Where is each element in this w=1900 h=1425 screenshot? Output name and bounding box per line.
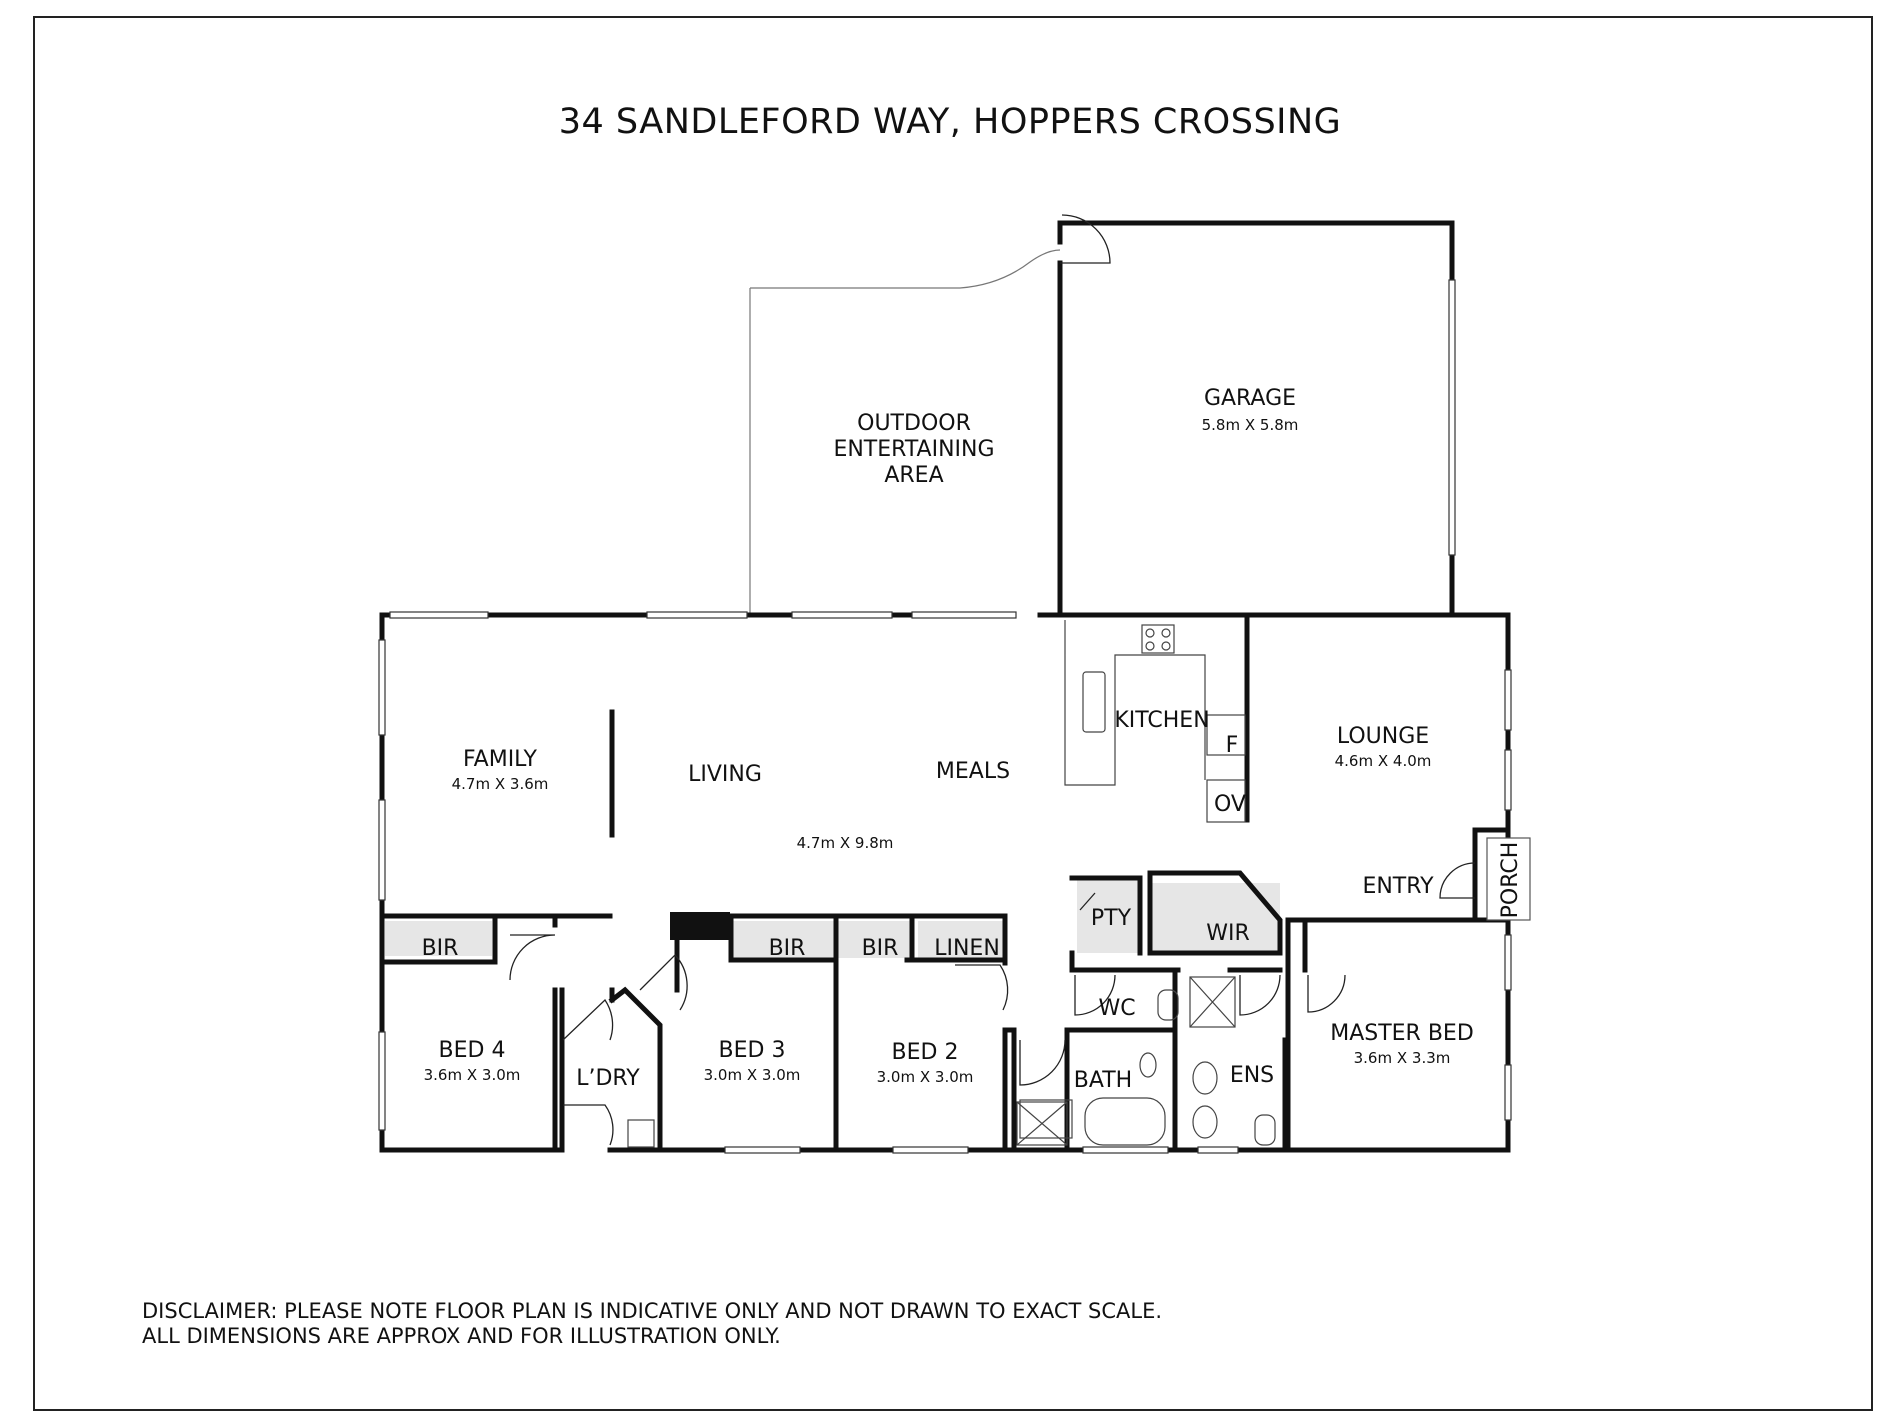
family-label: FAMILY	[463, 747, 537, 772]
meals-label: MEALS	[935, 759, 1011, 784]
door-swings	[510, 215, 1475, 1145]
disclaimer	[142, 1299, 1162, 1349]
laundry-tub	[628, 1120, 654, 1147]
bathtub	[1020, 1100, 1072, 1138]
fridge-label: F	[1225, 733, 1239, 758]
room-labels	[422, 386, 1523, 1093]
window	[379, 1032, 385, 1130]
bed2-label: BED 2	[891, 1040, 959, 1065]
window	[893, 1147, 968, 1153]
laundry-door-swing	[563, 1000, 613, 1040]
bed4-label: BED 4	[438, 1038, 506, 1063]
outdoor-label-2: ENTERTAINING	[833, 437, 995, 462]
bed4-door-swing	[510, 935, 555, 980]
living-label: LIVING	[688, 762, 762, 787]
porch-label: PORCH	[1498, 841, 1523, 919]
window	[379, 800, 385, 900]
ensuite-label: ENS	[1229, 1063, 1275, 1088]
bed3-label: BED 3	[718, 1038, 786, 1063]
window	[1505, 935, 1511, 990]
laundry-label: L’DRY	[576, 1066, 640, 1091]
outdoor-label-1: OUTDOOR	[857, 411, 971, 436]
bath-basin	[1140, 1053, 1156, 1077]
burner	[1162, 629, 1170, 637]
bed4-dim: 3.6m X 3.0m	[423, 1066, 521, 1084]
bed3-door-swing	[640, 955, 687, 1010]
ens-basin	[1193, 1062, 1217, 1094]
linen-label: LINEN	[934, 936, 1000, 961]
entry-door-swing	[1440, 863, 1475, 898]
burner	[1162, 642, 1170, 650]
garage-door	[1449, 280, 1455, 555]
bir-bed2-label: BIR	[861, 936, 899, 961]
bir-bed4-label: BIR	[421, 936, 459, 961]
window	[647, 612, 747, 618]
window	[379, 640, 385, 735]
kitchen-bench	[1065, 620, 1205, 785]
family-dim: 4.7m X 3.6m	[451, 775, 549, 793]
laundry-ext-door-swing	[563, 1105, 613, 1145]
wc-label: WC	[1098, 996, 1136, 1021]
bath-door-swing	[1020, 1040, 1065, 1085]
bed2-door-swing	[955, 965, 1008, 1010]
window	[1198, 1147, 1238, 1153]
garage-dim: 5.8m X 5.8m	[1201, 416, 1299, 434]
window	[1083, 1147, 1168, 1153]
outdoor-label-3: AREA	[884, 463, 944, 488]
sliding-door	[912, 612, 1016, 618]
disclaimer-line-1: DISCLAIMER: PLEASE NOTE FLOOR PLAN IS INDICATIVE ONLY AND NOT DRAWN TO EXACT SCALE.	[142, 1299, 1163, 1323]
living-dim: 4.7m X 9.8m	[796, 834, 894, 852]
garage-label: GARAGE	[1203, 386, 1297, 411]
window	[1505, 1065, 1511, 1120]
wall-column	[670, 912, 730, 940]
walls	[382, 223, 1508, 1150]
ens-basin	[1193, 1106, 1217, 1138]
window	[725, 1147, 800, 1153]
master-label: MASTER BED	[1330, 1021, 1474, 1046]
entry-label: ENTRY	[1362, 874, 1434, 899]
master-door-swing	[1308, 975, 1345, 1012]
burner	[1146, 629, 1154, 637]
lounge-label: LOUNGE	[1336, 724, 1430, 749]
window	[792, 612, 892, 618]
bir-bed3-label: BIR	[768, 936, 806, 961]
ens-shower-cross	[1190, 977, 1235, 1027]
wir-label: WIR	[1206, 921, 1250, 946]
kitchen-sink	[1083, 672, 1105, 732]
kitchen-label: KITCHEN	[1114, 708, 1210, 733]
bed2-dim: 3.0m X 3.0m	[876, 1068, 974, 1086]
window	[1505, 670, 1511, 730]
master-dim: 3.6m X 3.3m	[1353, 1049, 1451, 1067]
oven-label: OV	[1214, 792, 1246, 817]
window	[1505, 750, 1511, 810]
window	[390, 612, 488, 618]
ens-door-swing	[1240, 975, 1280, 1015]
ens-toilet	[1255, 1115, 1275, 1145]
bath-label: BATH	[1073, 1068, 1133, 1093]
pantry-label: PTY	[1090, 906, 1132, 931]
bathtub-basin	[1085, 1098, 1165, 1145]
burner	[1146, 642, 1154, 650]
property-address-title: 34 SANDLEFORD WAY, HOPPERS CROSSING	[558, 102, 1342, 142]
bed3-dim: 3.0m X 3.0m	[703, 1066, 801, 1084]
lounge-dim: 4.6m X 4.0m	[1334, 752, 1432, 770]
disclaimer-line-2: ALL DIMENSIONS ARE APPROX AND FOR ILLUSTRATION ONLY.	[142, 1324, 781, 1348]
